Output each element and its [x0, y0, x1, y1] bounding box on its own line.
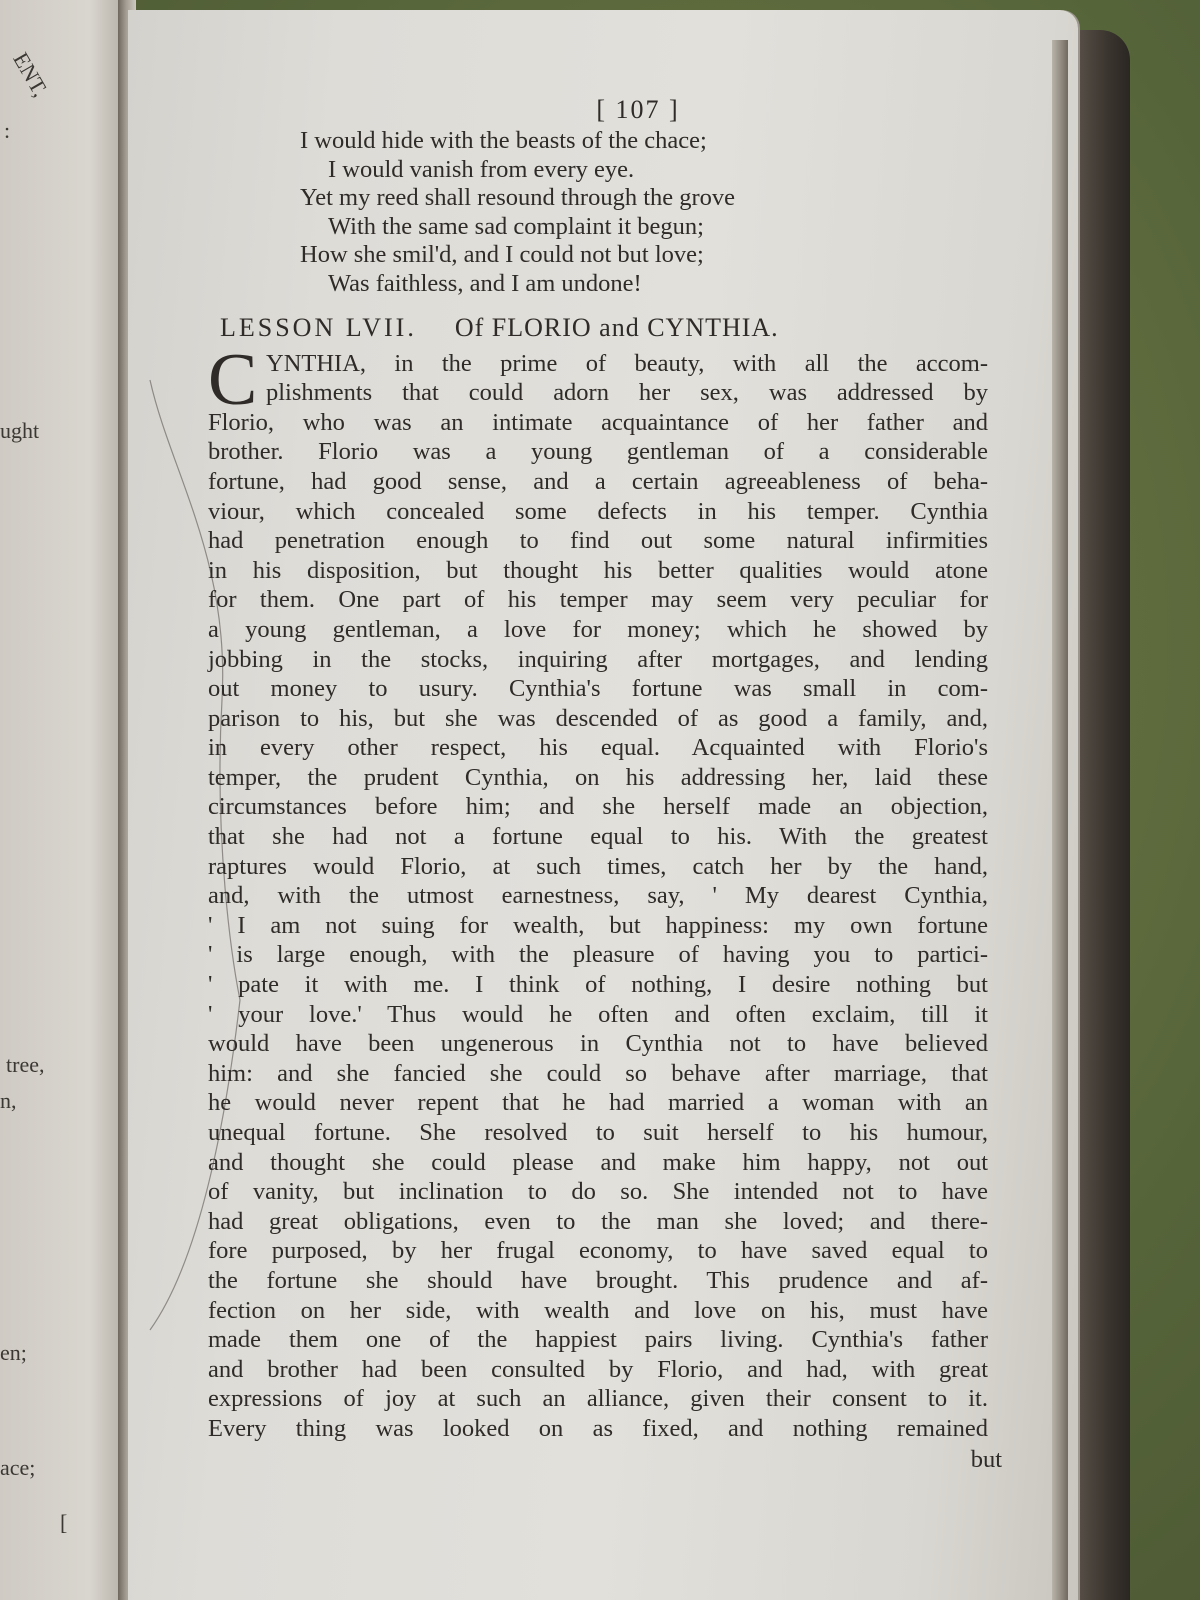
body-line: and brother had been consulted by Florio, and had, with great: [208, 1355, 988, 1383]
body-line: had great obligations, even to the man she loved; and there-: [208, 1207, 988, 1235]
body-line: parison to his, but she was descended of as good a family, and,: [208, 704, 988, 732]
body-line: fore purposed, by her frugal economy, to have saved equal to: [208, 1237, 988, 1265]
body-line: of vanity, but inclination to do so. She intended not to have: [208, 1178, 988, 1206]
body-line: made them one of the happiest pairs living. Cynthia's father: [208, 1326, 988, 1354]
left-fragment: tree,: [6, 1052, 45, 1077]
body-line: circumstances before him; and she herself made an objection,: [208, 793, 988, 821]
body-line: would have been ungenerous in Cynthia not to have believed: [208, 1030, 988, 1058]
poem-stanza: [300, 127, 1008, 299]
body-line: jobbing in the stocks, inquiring after mortgages, and lending: [208, 645, 988, 673]
body-line: fection on her side, with wealth and love on his, must have: [208, 1296, 988, 1324]
lesson-heading: [220, 313, 1008, 343]
body-line: and, with the utmost earnestness, say, ' My dearest Cynthia,: [208, 882, 988, 910]
body-line: ' is large enough, with the pleasure of having you to partici-: [208, 941, 988, 969]
body-line: ' pate it with me. I think of nothing, I desire nothing but: [208, 971, 988, 999]
body-text: [208, 338, 988, 1444]
body-line: Florio, who was an intimate acquaintance of her father and: [208, 408, 988, 436]
body-line: YNTHIA, in the prime of beauty, with all the accom-: [266, 349, 988, 377]
left-fragment: :: [4, 118, 11, 143]
body-line: the fortune she should have brought. This prudence and af-: [208, 1266, 988, 1294]
body-line: him: and she fancied she could so behave after marriage, that: [208, 1059, 988, 1087]
poem-line: Was faithless, and I am undone!: [328, 269, 642, 297]
left-fragment: en;: [0, 1340, 27, 1365]
body-line: fortune, had good sense, and a certain agreeableness of beha-: [208, 467, 988, 495]
page-number: [ 107 ]: [596, 95, 680, 124]
left-fragment: ace;: [0, 1455, 36, 1480]
body-line: out money to usury. Cynthia's fortune was small in com-: [208, 675, 988, 703]
page-text: [208, 95, 1008, 1474]
body-line: raptures would Florio, at such times, catch her by the hand,: [208, 852, 988, 880]
left-fragment: n,: [0, 1088, 17, 1113]
body-line: unequal fortune. She resolved to suit herself to his humour,: [208, 1119, 988, 1146]
lesson-title: Of FLORIO and CYNTHIA.: [454, 312, 779, 342]
lesson-paragraph: [208, 338, 1008, 1444]
body-line: Every thing was looked on as fixed, and nothing remained: [208, 1414, 988, 1442]
left-fragment: [: [60, 1510, 68, 1535]
catchword: but: [970, 1445, 1002, 1473]
poem-line: How she smil'd, and I could not but love;: [300, 241, 704, 269]
body-line: viour, which concealed some defects in his temper. Cynthia: [208, 497, 988, 525]
body-line: had penetration enough to find out some natural infirmities: [208, 527, 988, 555]
lesson-number: LESSON LVII.: [220, 312, 417, 342]
body-line: a young gentleman, a love for money; which he showed by: [208, 615, 988, 643]
left-fragment: ught: [0, 418, 40, 443]
poem-line: With the same sad complaint it begun;: [328, 212, 704, 240]
body-line: ' your love.' Thus would he often and often exclaim, till it: [208, 1000, 988, 1028]
body-line: in his disposition, but thought his better qualities would atone: [208, 556, 988, 584]
poem-line: I would hide with the beasts of the chace;: [300, 127, 707, 154]
body-line: temper, the prudent Cynthia, on his addressing her, laid these: [208, 763, 988, 791]
body-line: he would never repent that he had married a woman with an: [208, 1089, 988, 1117]
body-line: and thought she could please and make him happy, not out: [208, 1148, 988, 1176]
drop-cap: C: [208, 338, 258, 421]
body-line: in every other respect, his equal. Acquainted with Florio's: [208, 734, 988, 762]
body-line: ' I am not suing for wealth, but happiness: my own fortune: [208, 911, 988, 939]
body-line: expressions of joy at such an alliance, given their consent to it.: [208, 1385, 988, 1413]
poem-line: Yet my reed shall resound through the grove: [300, 184, 736, 212]
body-line: that she had not a fortune equal to his. With the greatest: [208, 823, 988, 851]
poem-line: I would vanish from every eye.: [328, 155, 635, 183]
body-line: plishments that could adorn her sex, was addressed by: [266, 379, 988, 407]
body-line: for them. One part of his temper may seem very peculiar for: [208, 586, 988, 614]
left-fragment: ENT,: [8, 48, 54, 101]
body-line: brother. Florio was a young gentleman of a considerable: [208, 438, 988, 466]
